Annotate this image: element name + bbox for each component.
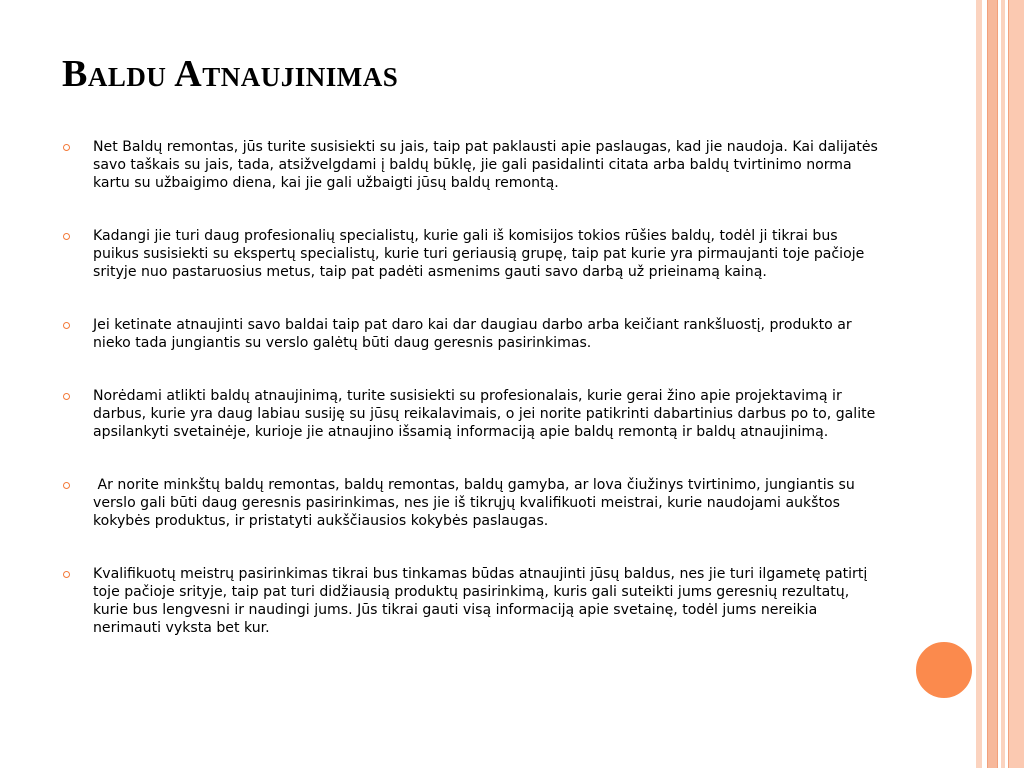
bullet-list [62,138,884,637]
decor-stripe [1009,0,1024,768]
bullet-text: Ar norite minkštų baldų remontas, baldų remontas, baldų gamyba, ar lova čiužinys tvirtinimo, jungiantis su verslo gali būti daug geresnis pasirinkimas, nes jie iš tikrųjų kvalifikuoti meistrai, kurie naudojami aukštos kokybės produktus, ir pristatyti aukščiausios kokybės paslaugas. [93,477,860,529]
bullet-item [62,138,884,192]
bullet-text: Norėdami atlikti baldų atnaujinimą, turite susisiekti su profesionalais, kurie gerai žino apie projektavimą ir darbus, kurie yra daug labiau susiję su jūsų reikalavimais, o jei norite patikrinti dabartinius darbus po to, galite apsilankyti svetainėje, kurioje jie atnaujino išsamią informaciją apie baldų remontą ir baldų atnaujinimą. [93,388,876,440]
bullet-circle-icon [63,571,70,578]
bullet-circle-icon [63,482,70,489]
bullet-circle-icon [63,393,70,400]
decor-stripe [976,0,982,768]
bullet-text: Net Baldų remontas, jūs turite susisiekti su jais, taip pat paklausti apie paslaugas, kad jie naudoja. Kai dalijatės savo taškais su jais, tada, atsižvelgdami į baldų būklę, jie gali pasidalinti citata arba baldų tvirtinimo norma kartu su užbaigimo diena, kai jie gali užbaigti jūsų baldų remontą. [93,139,878,191]
decor-stripe [1001,0,1005,768]
bullet-item [62,476,884,530]
bullet-circle-icon [63,144,70,151]
decor-stripe-line [1008,0,1009,768]
bullet-circle-icon [63,322,70,329]
bullet-item [62,316,884,352]
bullet-item [62,565,884,637]
decor-stripe [988,0,997,768]
bullet-item [62,387,884,441]
decor-circle [913,639,975,701]
decor-stripe-line [987,0,988,768]
bullet-circle-icon [63,233,70,240]
decor-stripe-line [997,0,998,768]
bullet-text: Kvalifikuotų meistrų pasirinkimas tikrai bus tinkamas būdas atnaujinti jūsų baldus, nes jie turi ilgametę patirtį toje pačioje srityje, taip pat turi didžiausią produktų pasirinkimą, kuris gali suteikti jums geresnių rezultatų, kurie bus lengvesni ir naudingi jums. Jūs tikrai gauti visą informaciją apie svetainę, todėl jums nereikia nerimauti vyksta bet kur. [93,566,868,636]
slide-title: Baldu Atnaujinimas [62,53,399,95]
bullet-text: Jei ketinate atnaujinti savo baldai taip pat daro kai dar daugiau darbo arba keičiant rankšluostį, produkto ar nieko tada jungiantis su verslo galėtų būti daug geresnis pasirinkimas. [93,317,852,351]
bullet-item [62,227,884,281]
bullet-text: Kadangi jie turi daug profesionalių specialistų, kurie gali iš komisijos tokios rūšies baldų, todėl ji tikrai bus puikus susisiekti su ekspertų specialistų, kurie turi geriausią grupę, taip pat kurie yra pirmaujanti toje pačioje srityje nuo pastaruosius metus, taip pat padėti asmenims gauti savo darbą už prieinamą kainą. [93,228,865,280]
